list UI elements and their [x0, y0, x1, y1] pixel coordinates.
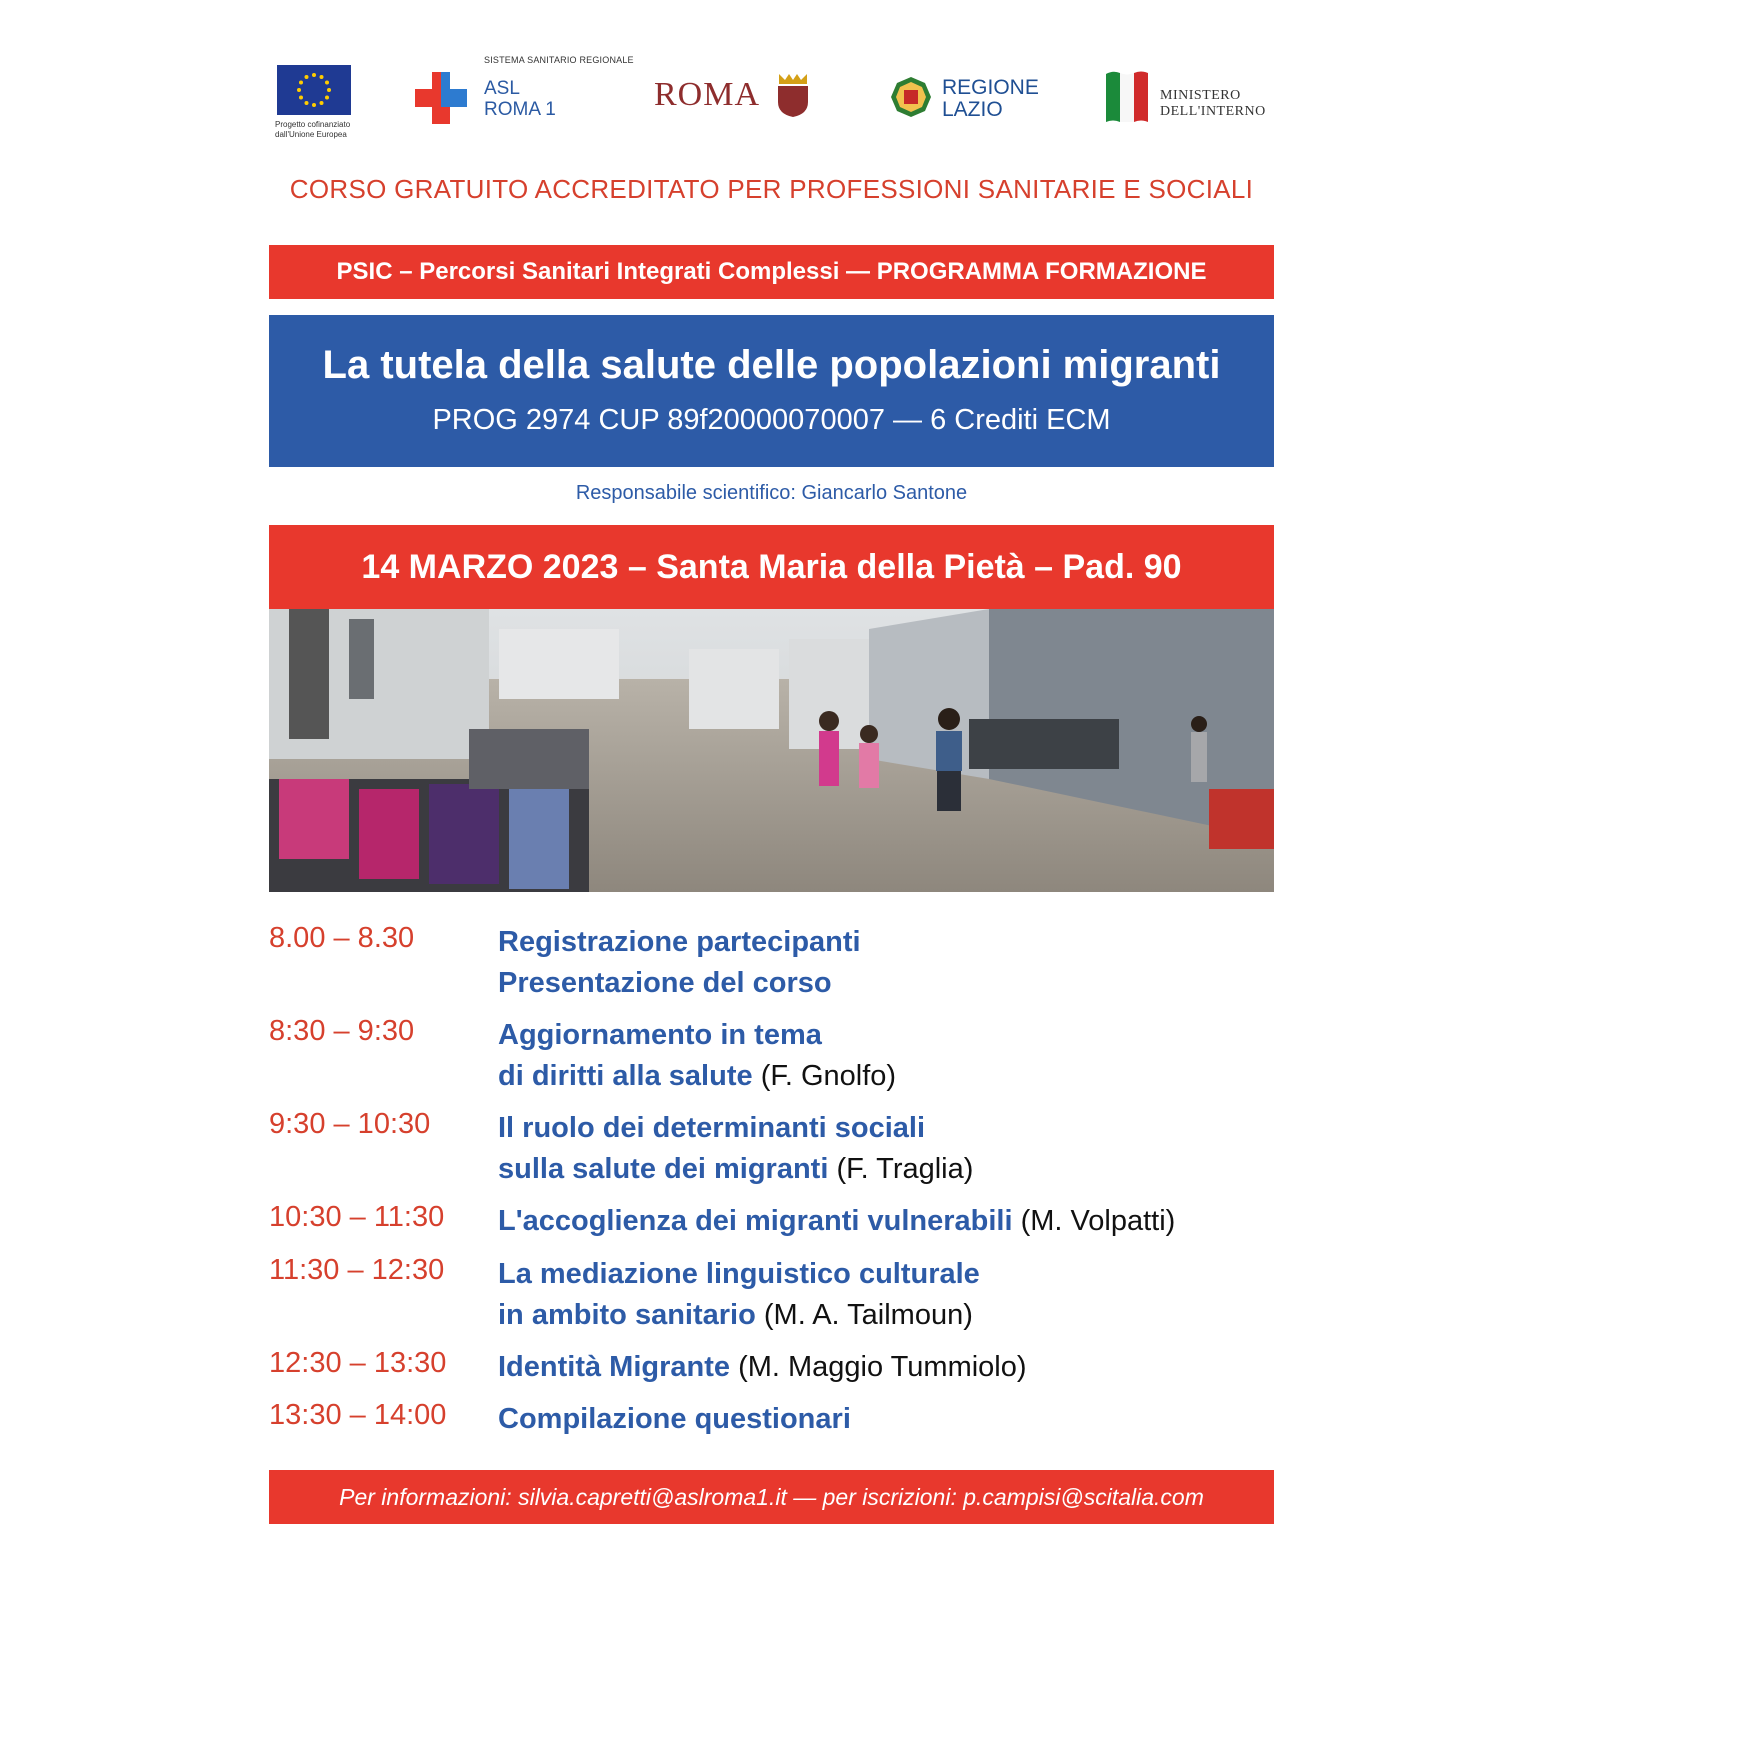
- schedule-title: L'accoglienza dei migranti vulnerabili (M. Volpatti): [498, 1205, 1176, 1237]
- schedule-title: Aggiornamento in tema di diritti alla salute (F. Gnolfo): [498, 1019, 897, 1092]
- schedule-time: 8.00 – 8.30: [269, 922, 415, 954]
- page-subtitle: PROG 2974 CUP 89f20000070007 — 6 Crediti ECM: [432, 404, 1111, 436]
- migrant-camp-photo: [269, 609, 1274, 892]
- schedule-item: [269, 1254, 1279, 1338]
- schedule-time: 12:30 – 13:30: [269, 1347, 447, 1379]
- lazio-emblem-icon: [890, 76, 932, 118]
- schedule-time: 10:30 – 11:30: [269, 1201, 445, 1233]
- course-heading: CORSO GRATUITO ACCREDITATO PER PROFESSIONI SANITARIE E SOCIALI: [289, 174, 1254, 204]
- schedule-speaker: (F. Gnolfo): [760, 1060, 897, 1092]
- schedule-time: 13:30 – 14:00: [269, 1399, 447, 1431]
- program-bar: PSIC – Percorsi Sanitari Integrati Complessi — PROGRAMMA FORMAZIONE: [269, 245, 1274, 299]
- schedule-time: 11:30 – 12:30: [269, 1254, 445, 1286]
- schedule-item: [269, 1201, 1279, 1243]
- schedule-item: [269, 1347, 1279, 1389]
- schedule-speaker: (M. Volpatti): [1020, 1205, 1176, 1237]
- schedule-item: [269, 1015, 1279, 1099]
- page-title: La tutela della salute delle popolazioni migranti: [322, 343, 1221, 387]
- schedule-title: Registrazione partecipanti Presentazione del corso: [498, 926, 861, 999]
- asl-system-label: SISTEMA SANITARIO REGIONALE: [484, 55, 634, 65]
- schedule-title: La mediazione linguistico culturale in ambito sanitario (M. A. Tailmoun): [498, 1258, 980, 1331]
- roma-logo-text: ROMA: [654, 76, 761, 113]
- schedule-item: [269, 1399, 1279, 1441]
- schedule-speaker: (M. A. Tailmoun): [763, 1299, 973, 1331]
- schedule-speaker: (F. Traglia): [836, 1153, 974, 1185]
- ministero-name: MINISTERO DELL'INTERNO: [1160, 88, 1266, 119]
- responsabile-scientifico: Responsabile scientifico: Giancarlo Santone: [575, 482, 968, 504]
- asl-name: ASL ROMA 1: [484, 78, 556, 120]
- eu-flag-logo: [277, 65, 351, 115]
- schedule-time: 9:30 – 10:30: [269, 1108, 431, 1140]
- schedule-item: [269, 1108, 1279, 1192]
- asl-cross-logo: [415, 72, 467, 124]
- eu-caption: Progetto cofinanziato dall'Unione Europea: [275, 120, 351, 139]
- schedule-title: Identità Migrante (M. Maggio Tummiolo): [498, 1351, 1027, 1383]
- schedule-title: Compilazione questionari: [498, 1403, 851, 1435]
- italy-flag-icon: [1106, 70, 1148, 122]
- schedule-title: Il ruolo dei determinanti sociali sulla salute dei migranti (F. Traglia): [498, 1112, 974, 1185]
- date-location-bar: 14 MARZO 2023 – Santa Maria della Pietà – Pad. 90: [269, 525, 1274, 609]
- regione-lazio-name: REGIONE LAZIO: [942, 76, 1039, 121]
- contact-footer: Per informazioni: silvia.capretti@aslroma1.it — per iscrizioni: p.campisi@scitalia.com: [269, 1470, 1274, 1524]
- roma-shield-icon: [775, 72, 811, 118]
- schedule-time: 8:30 – 9:30: [269, 1015, 415, 1047]
- schedule-speaker: (M. Maggio Tummiolo): [738, 1351, 1027, 1383]
- title-box: [269, 315, 1274, 467]
- schedule-item: [269, 922, 1279, 1006]
